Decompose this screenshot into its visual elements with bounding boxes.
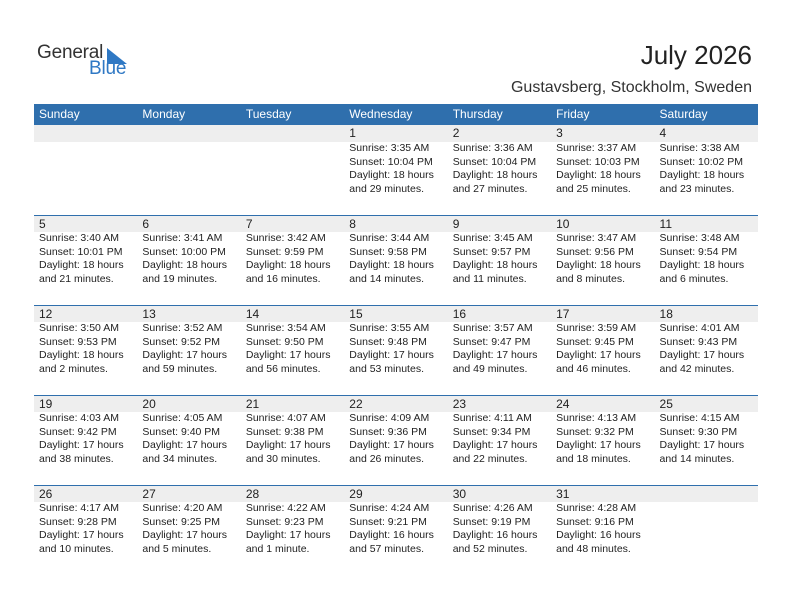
sunset-text: Sunset: 9:54 PM: [659, 245, 738, 258]
daylight-text: Daylight: 17 hours: [556, 349, 641, 362]
daylight-text: Daylight: 18 hours: [39, 349, 124, 362]
daylight-text: Daylight: 18 hours: [659, 259, 745, 272]
sunrise-text: Sunrise: 3:47 AM: [556, 232, 637, 244]
logo: [37, 42, 137, 82]
day-cell-info: [551, 412, 654, 466]
sunrise-text: Sunrise: 3:54 AM: [245, 322, 326, 334]
sunrise-text: Sunrise: 4:26 AM: [452, 502, 533, 514]
sunrise-text: Sunrise: 3:38 AM: [659, 142, 740, 154]
day-number-row: [34, 305, 758, 322]
daylight-text: and 22 minutes.: [452, 452, 528, 465]
day-cell-info: [655, 322, 758, 376]
day-number: 11: [659, 217, 672, 231]
daylight-text: Daylight: 17 hours: [452, 439, 538, 452]
day-cell-info: [137, 412, 240, 466]
daylight-text: and 34 minutes.: [142, 452, 218, 465]
day-number: 15: [349, 307, 363, 321]
sunrise-text: Sunrise: 3:44 AM: [349, 232, 430, 244]
sunset-text: Sunset: 10:03 PM: [556, 155, 640, 168]
week-row: [34, 215, 758, 305]
daylight-text: Daylight: 17 hours: [556, 439, 641, 452]
sunset-text: Sunset: 9:19 PM: [452, 515, 531, 528]
weekday-thursday: Thursday: [452, 107, 503, 121]
daylight-text: Daylight: 17 hours: [349, 439, 434, 452]
day-number: 13: [142, 307, 156, 321]
daylight-text: and 5 minutes.: [142, 542, 212, 555]
weekday-tuesday: Tuesday: [245, 107, 292, 121]
day-number-row: [34, 485, 758, 502]
day-number: 22: [349, 397, 363, 411]
day-number: 28: [245, 487, 260, 501]
sunset-text: Sunset: 9:28 PM: [39, 515, 117, 528]
sunrise-text: Sunrise: 4:28 AM: [556, 502, 637, 514]
day-number: 21: [245, 397, 260, 411]
weekday-saturday: Saturday: [659, 107, 708, 121]
daylight-text: and 30 minutes.: [245, 452, 321, 465]
daylight-text: Daylight: 18 hours: [142, 259, 228, 272]
day-number: 24: [556, 397, 570, 411]
daylight-text: Daylight: 17 hours: [349, 349, 434, 362]
daylight-text: Daylight: 17 hours: [142, 439, 228, 452]
daylight-text: Daylight: 18 hours: [39, 259, 124, 272]
sunset-text: Sunset: 9:40 PM: [142, 425, 221, 438]
day-number: [34, 125, 137, 142]
day-number: 27: [142, 487, 156, 501]
sunrise-text: Sunrise: 4:24 AM: [349, 502, 430, 514]
sunrise-text: Sunrise: 3:59 AM: [556, 322, 637, 334]
daylight-text: Daylight: 17 hours: [39, 529, 124, 542]
sunrise-text: Sunrise: 4:15 AM: [659, 412, 740, 424]
daylight-text: and 52 minutes.: [452, 542, 528, 555]
day-number: 31: [556, 487, 570, 501]
day-cell-info: [344, 322, 447, 376]
day-number: 9: [452, 217, 460, 231]
daylight-text: and 46 minutes.: [556, 362, 631, 375]
sunset-text: Sunset: 9:52 PM: [142, 335, 221, 348]
day-cell-info: [241, 142, 344, 196]
sunset-text: Sunset: 9:32 PM: [556, 425, 634, 438]
weekday-monday: Monday: [142, 107, 186, 121]
day-number: 29: [349, 487, 363, 501]
day-info-row: [34, 412, 758, 466]
sunset-text: Sunset: 10:04 PM: [452, 155, 537, 168]
sunset-text: Sunset: 9:43 PM: [659, 335, 738, 348]
daylight-text: Daylight: 17 hours: [39, 439, 124, 452]
sunset-text: Sunset: 9:53 PM: [39, 335, 117, 348]
daylight-text: and 25 minutes.: [556, 182, 631, 195]
day-number: [241, 125, 344, 142]
daylight-text: Daylight: 17 hours: [142, 349, 228, 362]
daylight-text: and 6 minutes.: [659, 272, 729, 285]
day-info-row: [34, 142, 758, 196]
daylight-text: Daylight: 18 hours: [452, 259, 538, 272]
day-cell-info: [34, 142, 137, 196]
sunrise-text: Sunrise: 4:09 AM: [349, 412, 430, 424]
weekday-header: [34, 104, 758, 125]
daylight-text: and 14 minutes.: [349, 272, 424, 285]
daylight-text: Daylight: 18 hours: [556, 259, 641, 272]
sunset-text: Sunset: 9:48 PM: [349, 335, 427, 348]
day-cell-info: [448, 502, 551, 556]
location-subtitle: Gustavsberg, Stockholm, Sweden: [510, 79, 752, 96]
daylight-text: and 27 minutes.: [452, 182, 528, 195]
sunrise-text: Sunrise: 4:20 AM: [142, 502, 223, 514]
day-cell-info: [34, 502, 137, 556]
sunrise-text: Sunrise: 4:13 AM: [556, 412, 637, 424]
day-number: 6: [142, 217, 150, 231]
sunrise-text: Sunrise: 3:42 AM: [245, 232, 326, 244]
day-cell-info: [241, 322, 344, 376]
daylight-text: and 53 minutes.: [349, 362, 424, 375]
sunset-text: Sunset: 10:01 PM: [39, 245, 123, 258]
daylight-text: Daylight: 17 hours: [452, 349, 538, 362]
sunset-text: Sunset: 10:02 PM: [659, 155, 743, 168]
weekday-sunday: Sunday: [39, 107, 80, 121]
day-cell-info: [344, 142, 447, 196]
day-number: 14: [245, 307, 260, 321]
daylight-text: and 26 minutes.: [349, 452, 424, 465]
week-row: [34, 485, 758, 575]
daylight-text: and 11 minutes.: [452, 272, 527, 285]
sunrise-text: Sunrise: 3:55 AM: [349, 322, 430, 334]
daylight-text: and 21 minutes.: [39, 272, 114, 285]
sunrise-text: Sunrise: 3:41 AM: [142, 232, 223, 244]
daylight-text: and 49 minutes.: [452, 362, 528, 375]
sunset-text: Sunset: 9:47 PM: [452, 335, 531, 348]
sunset-text: Sunset: 9:30 PM: [659, 425, 738, 438]
day-number-row: [34, 125, 758, 142]
daylight-text: Daylight: 16 hours: [452, 529, 538, 542]
day-cell-info: [448, 412, 551, 466]
sunset-text: Sunset: 9:45 PM: [556, 335, 634, 348]
day-cell-info: [241, 412, 344, 466]
daylight-text: and 18 minutes.: [556, 452, 631, 465]
sunset-text: Sunset: 9:34 PM: [452, 425, 531, 438]
daylight-text: and 29 minutes.: [349, 182, 424, 195]
sunset-text: Sunset: 9:16 PM: [556, 515, 634, 528]
sunrise-text: Sunrise: 3:48 AM: [659, 232, 740, 244]
sunrise-text: Sunrise: 3:57 AM: [452, 322, 533, 334]
day-cell-info: [34, 232, 137, 286]
sunset-text: Sunset: 9:50 PM: [245, 335, 324, 348]
day-cell-info: [551, 502, 654, 556]
day-number: 5: [39, 217, 46, 231]
day-number: 8: [349, 217, 356, 231]
day-cell-info: [137, 142, 240, 196]
logo-text-general: General: [37, 42, 104, 63]
sunrise-text: Sunrise: 4:22 AM: [245, 502, 326, 514]
day-number: [137, 125, 240, 142]
day-cell-info: [34, 412, 137, 466]
daylight-text: and 1 minute.: [245, 542, 310, 555]
sunset-text: Sunset: 9:57 PM: [452, 245, 531, 258]
sunset-text: Sunset: 9:38 PM: [245, 425, 324, 438]
day-number: 25: [659, 397, 673, 411]
daylight-text: and 16 minutes.: [245, 272, 321, 285]
daylight-text: and 56 minutes.: [245, 362, 321, 375]
daylight-text: Daylight: 17 hours: [659, 349, 745, 362]
day-number: 23: [452, 397, 467, 411]
sunset-text: Sunset: 9:42 PM: [39, 425, 117, 438]
day-cell-info: [344, 502, 447, 556]
day-number-row: [34, 395, 758, 412]
sunrise-text: Sunrise: 3:52 AM: [142, 322, 223, 334]
sunset-text: Sunset: 9:21 PM: [349, 515, 427, 528]
daylight-text: Daylight: 18 hours: [245, 259, 331, 272]
day-cell-info: [137, 502, 240, 556]
day-number: 19: [39, 397, 53, 411]
daylight-text: and 10 minutes.: [39, 542, 114, 555]
daylight-text: Daylight: 18 hours: [349, 169, 434, 182]
daylight-text: and 8 minutes.: [556, 272, 625, 285]
day-number: 3: [556, 126, 563, 140]
day-number: 16: [452, 307, 467, 321]
day-info-row: [34, 502, 758, 556]
day-cell-info: [448, 142, 551, 196]
day-cell-info: [34, 322, 137, 376]
week-row: [34, 395, 758, 485]
calendar-grid: [34, 104, 758, 575]
daylight-text: Daylight: 18 hours: [452, 169, 538, 182]
day-number: [655, 486, 758, 502]
sunset-text: Sunset: 9:58 PM: [349, 245, 427, 258]
daylight-text: Daylight: 18 hours: [659, 169, 745, 182]
day-cell-info: [137, 232, 240, 286]
day-number: 1: [349, 126, 356, 140]
daylight-text: Daylight: 16 hours: [556, 529, 641, 542]
day-number: 26: [39, 487, 53, 501]
day-cell-info: [655, 232, 758, 286]
day-info-row: [34, 322, 758, 376]
daylight-text: Daylight: 16 hours: [349, 529, 434, 542]
sunrise-text: Sunrise: 4:05 AM: [142, 412, 223, 424]
sunrise-text: Sunrise: 3:36 AM: [452, 142, 533, 154]
logo-text-blue: Blue: [89, 58, 127, 79]
day-number: 20: [142, 397, 156, 411]
sunset-text: Sunset: 9:25 PM: [142, 515, 221, 528]
daylight-text: Daylight: 17 hours: [659, 439, 745, 452]
day-number: 18: [659, 307, 673, 321]
sunrise-text: Sunrise: 4:07 AM: [245, 412, 326, 424]
day-cell-info: [551, 322, 654, 376]
day-cell-info: [551, 232, 654, 286]
daylight-text: Daylight: 17 hours: [245, 439, 331, 452]
day-number: 10: [556, 217, 570, 231]
sunrise-text: Sunrise: 3:50 AM: [39, 322, 119, 334]
day-cell-info: [655, 502, 758, 556]
day-cell-info: [344, 412, 447, 466]
daylight-text: and 2 minutes.: [39, 362, 108, 375]
sunset-text: Sunset: 10:04 PM: [349, 155, 433, 168]
week-row: [34, 125, 758, 215]
day-cell-info: [344, 232, 447, 286]
daylight-text: Daylight: 17 hours: [245, 529, 331, 542]
sunset-text: Sunset: 9:56 PM: [556, 245, 634, 258]
sunrise-text: Sunrise: 4:03 AM: [39, 412, 119, 424]
day-number: 30: [452, 487, 467, 501]
day-number: 7: [245, 217, 253, 231]
day-info-row: [34, 232, 758, 286]
day-number: 17: [556, 307, 570, 321]
page-title: July 2026: [640, 40, 752, 70]
weekday-wednesday: Wednesday: [349, 107, 413, 121]
sunrise-text: Sunrise: 4:17 AM: [39, 502, 119, 514]
sunrise-text: Sunrise: 3:35 AM: [349, 142, 430, 154]
sunset-text: Sunset: 9:23 PM: [245, 515, 324, 528]
sunrise-text: Sunrise: 3:37 AM: [556, 142, 637, 154]
day-cell-info: [655, 412, 758, 466]
day-number-row: [34, 215, 758, 232]
sunrise-text: Sunrise: 4:01 AM: [659, 322, 740, 334]
daylight-text: and 19 minutes.: [142, 272, 218, 285]
sunset-text: Sunset: 9:36 PM: [349, 425, 427, 438]
daylight-text: Daylight: 18 hours: [349, 259, 434, 272]
daylight-text: and 23 minutes.: [659, 182, 735, 195]
day-cell-info: [241, 232, 344, 286]
daylight-text: and 48 minutes.: [556, 542, 631, 555]
day-cell-info: [655, 142, 758, 196]
day-cell-info: [241, 502, 344, 556]
day-cell-info: [551, 142, 654, 196]
daylight-text: and 59 minutes.: [142, 362, 218, 375]
sunset-text: Sunset: 9:59 PM: [245, 245, 324, 258]
daylight-text: Daylight: 17 hours: [142, 529, 228, 542]
day-cell-info: [137, 322, 240, 376]
daylight-text: and 38 minutes.: [39, 452, 114, 465]
sunrise-text: Sunrise: 3:45 AM: [452, 232, 533, 244]
day-number: 12: [39, 307, 53, 321]
sunrise-text: Sunrise: 4:11 AM: [452, 412, 532, 424]
day-number: 4: [659, 126, 667, 140]
daylight-text: Daylight: 17 hours: [245, 349, 331, 362]
week-row: [34, 305, 758, 395]
sunset-text: Sunset: 10:00 PM: [142, 245, 226, 258]
day-number: 2: [452, 126, 460, 140]
daylight-text: and 57 minutes.: [349, 542, 424, 555]
day-cell-info: [448, 322, 551, 376]
day-cell-info: [448, 232, 551, 286]
sunrise-text: Sunrise: 3:40 AM: [39, 232, 119, 244]
daylight-text: Daylight: 18 hours: [556, 169, 641, 182]
weekday-friday: Friday: [556, 107, 590, 121]
daylight-text: and 42 minutes.: [659, 362, 735, 375]
daylight-text: and 14 minutes.: [659, 452, 735, 465]
